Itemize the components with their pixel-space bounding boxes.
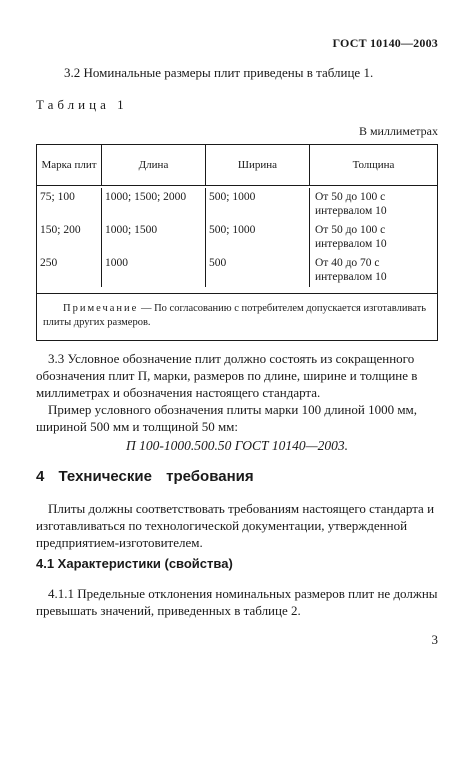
section-3-2-paragraph xyxy=(36,64,438,81)
section-3-3-text: 3.3 Условное обозначение плит должно состоять из сокращенного обозначения плит П, марки, размеров по длине, ширине и толщине в миллиметрах и обозначения настоящего стандарта. xyxy=(36,351,418,400)
table-cell: 500 xyxy=(205,254,309,287)
table-header-cell: Длина xyxy=(101,145,205,185)
example-intro-paragraph xyxy=(36,401,438,435)
table-cell: 1000 xyxy=(101,254,205,287)
section-4-1-heading: 4.1 Характеристики (свойства) xyxy=(36,556,233,571)
table-note xyxy=(37,294,437,340)
table-row xyxy=(37,188,437,221)
example-intro-text: Пример условного обозначения плиты марки 100 длиной 1000 мм, шириной 500 мм и толщиной 50 мм: xyxy=(36,402,418,434)
table-header-row xyxy=(37,145,437,186)
table-body xyxy=(37,186,437,294)
page-number: 3 xyxy=(431,632,438,647)
document-header-code: ГОСТ 10140—2003 xyxy=(332,36,438,50)
table-cell: От 40 до 70 с интервалом 10 xyxy=(309,254,437,287)
table-row xyxy=(37,221,437,254)
table-note-label: Примечание xyxy=(63,303,139,314)
section-4-1-1-paragraph xyxy=(36,585,438,619)
table-cell: 500; 1000 xyxy=(205,188,309,221)
section-4-paragraph xyxy=(36,500,438,551)
table-cell: От 50 до 100 с интервалом 10 xyxy=(309,188,437,221)
section-4-text: Плиты должны соответствовать требованиям настоящего стандарта и изготавливаться по технологической документации, утвержденной предприятием-изготовителем. xyxy=(36,501,435,550)
table-cell: 1000; 1500; 2000 xyxy=(101,188,205,221)
table-caption: Таблица 1 xyxy=(36,97,128,112)
table-cell: 75; 100 xyxy=(40,191,75,203)
section-3-3-paragraph xyxy=(36,350,438,401)
section-4-1-1-text: 4.1.1 Предельные отклонения номинальных размеров плит не должны превышать значений, приведенных в таблице 2. xyxy=(36,586,438,618)
table-cell: От 50 до 100 с интервалом 10 xyxy=(309,221,437,254)
section-3-2-text: 3.2 Номинальные размеры плит приведены в таблице 1. xyxy=(64,65,374,80)
table-header-cell: Марка плит xyxy=(41,159,97,171)
table-row xyxy=(37,254,437,287)
section-4-heading: 4 Технические требования xyxy=(36,468,254,485)
table-units: В миллиметрах xyxy=(358,124,438,138)
table-cell: 1000; 1500 xyxy=(101,221,205,254)
example-designation: П 100-1000.500.50 ГОСТ 10140—2003. xyxy=(125,438,348,453)
table-note-text: — По согласованию с потребителем допускается изготавливать плиты других размеров. xyxy=(43,303,427,328)
table-header-cell: Толщина xyxy=(309,145,437,185)
table-cell: 250 xyxy=(40,257,58,269)
dimensions-table xyxy=(36,144,438,341)
table-cell: 500; 1000 xyxy=(205,221,309,254)
table-header-cell: Ширина xyxy=(205,145,309,185)
table-cell: 150; 200 xyxy=(40,224,81,236)
